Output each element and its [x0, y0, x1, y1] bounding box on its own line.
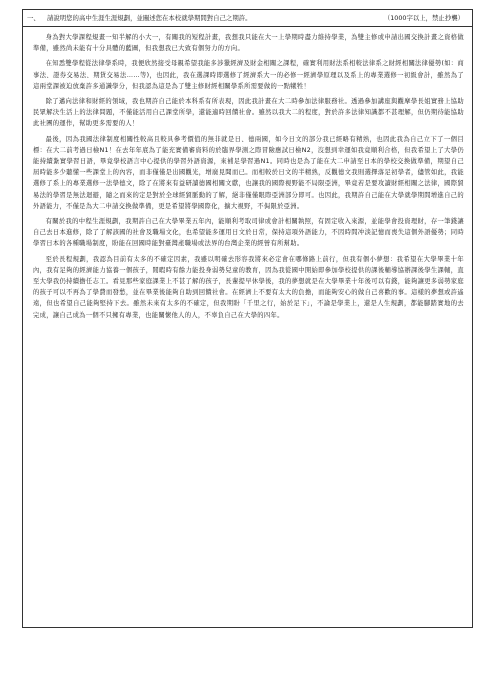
paragraph-mid-term: 有關於我的中程生涯規劃，我期許自己在大學畢業五年內，能順利考取司律或會計相關執照，有固定收入來源，並能學會投資理財，存一筆錢讓自己去日本進修，除了了解該國的社會及職場文化，也希望能多運用日文於日常，保持這項外語能力，不因時間冲淡記憶而喪失這個外語優勢；同時學習日本的各種職場制度，盼能在回國時能對臺灣產職場或法界的台灣企業的經營有所幫助。	[33, 218, 464, 248]
essay-body	[33, 32, 464, 325]
question-header	[23, 10, 472, 27]
paragraph-long-term: 至於長程規劃，我認為目前有太多的不確定因素，我雖以明確去形容我將來必定會在哪條路上前行，但我有個小夢想：我希望在大學畢業十年內，我有足夠的經濟能力協養一個孩子，閒暇時有餘力能投身弱勢兒童的教育，因為我從國中開始即參加學校提供的課後輔導協辦課後學生課輔，直至大學我仍持續擔任志工。看見那些家庭課業上不甚了解的孩子，長輩提早休學後，我的夢想就是在大學畢業十年後可以有錢，能夠讓更多弱勢家庭的孩子可以不再為了學費而發愁，並在畢業後能夠自助到回饋社會。在經濟上不要有太大的負擔，而能夠安心的做自己喜歡的事。這樣的夢想或許遙遠，但也希望自己能夠堅持下去。雖然未來有太多的不確定，但我期盼「千里之行，始於足下」，不論是學業上，還是人生規劃，都能腳踏實地的去完成，讓自己成為一個不只擁有專業，也能關懷他人的人，不辜負自己在大學的四年。	[33, 255, 464, 319]
paragraph-law-club: 除了邁向法律和財經的領域，我也期許自己能於本科系有所表現，因此我計畫在大二時參加法律服務社。透過參加講座與觀摩學長姐實務上協助民眾解決生活上的法律問題，不僅能活用自己課堂所學，還能適時回饋社會。雖然以我大二的程度，對於許多法律知識都不甚理解，但仍期待能協助此社團的運作，幫助更多需要的人！	[33, 98, 464, 128]
paragraph-double-major: 在知悉雙學程從法律學系時，我便欣然接受母親希望我能多涉獵經濟及財金相關之課程，確實利用財法系相較法律系之財經相關法律優勢(如：商事法、證券交易法、期貨交易法……等)，也因此，我在選課時即選修了經濟系大一的必修一經濟學原理以及系上的專業選修一初級會計，雖然為了這兩堂課被迫放棄許多通識學分，但我認為這是為了雙主修財經相關學系所需要做的一點犧牲！	[33, 60, 464, 90]
essay-frame	[22, 9, 473, 628]
question-number: 一、	[27, 14, 40, 22]
question-prompt: 請說明您的高中生涯生涯規劃，並闡述您在本校就學期間對自己之期許。	[47, 14, 252, 22]
word-limit-note: （1000字以上，禁止抄襲）	[383, 14, 464, 22]
paragraph-languages: 最後，因為我國法律制度相關性較高且較具參考價值的無非就是日、德兩國，如今日文的部分我已經略有精熟，也因此我為自己立下了一個目標：在大二前考過日檢N1！在去年年底為了能充實備審資料的於臨界學測之際冒險應試日檢N2，沒想到幸運如我竟順利合格，但我希望上了大學仍能持續紮實學習日語，畢竟學校語言中心提供的學習外語資源，來補足學習過N1。同時也是為了能在大二申請至日本的學校交換做準備，期望自己屆時能多少聽懂一些課堂上的內容，而非僅僅是出國觀光，增廣見聞而已。而相較於日文的半精熟，反觀德文我則選擇落足初學者，儘管如此，我能選修了系上的專業選修一法學德文，除了在將來有益研讀德國相關文獻，也讓我的國際視野能不局限亞洲，畢竟若是要攻讀財經相關之法律，國際貿易法的學習是無法迴避，隨之而來的定是對於全球經貿脈動的了解，絕非僅僅眼際亞洲部分即可。也因此，我期許自己能在大學就學期間增進自己的外語能力，不僅是為大二申請交換做準備，更是希望將學國際化，擴大視野，不侷限於亞洲。	[33, 135, 464, 210]
paragraph-short-term: 身為對大學課程規畫一知半解的小大一，有關我的短程計畫，我想我只能在大一上學期時盡力維持學業，為雙主修或申請出國交換計畫之資格做準備，雖然尚未能有十分具體的藍圖，但我想我已大致有個努力的方向。	[33, 34, 464, 53]
